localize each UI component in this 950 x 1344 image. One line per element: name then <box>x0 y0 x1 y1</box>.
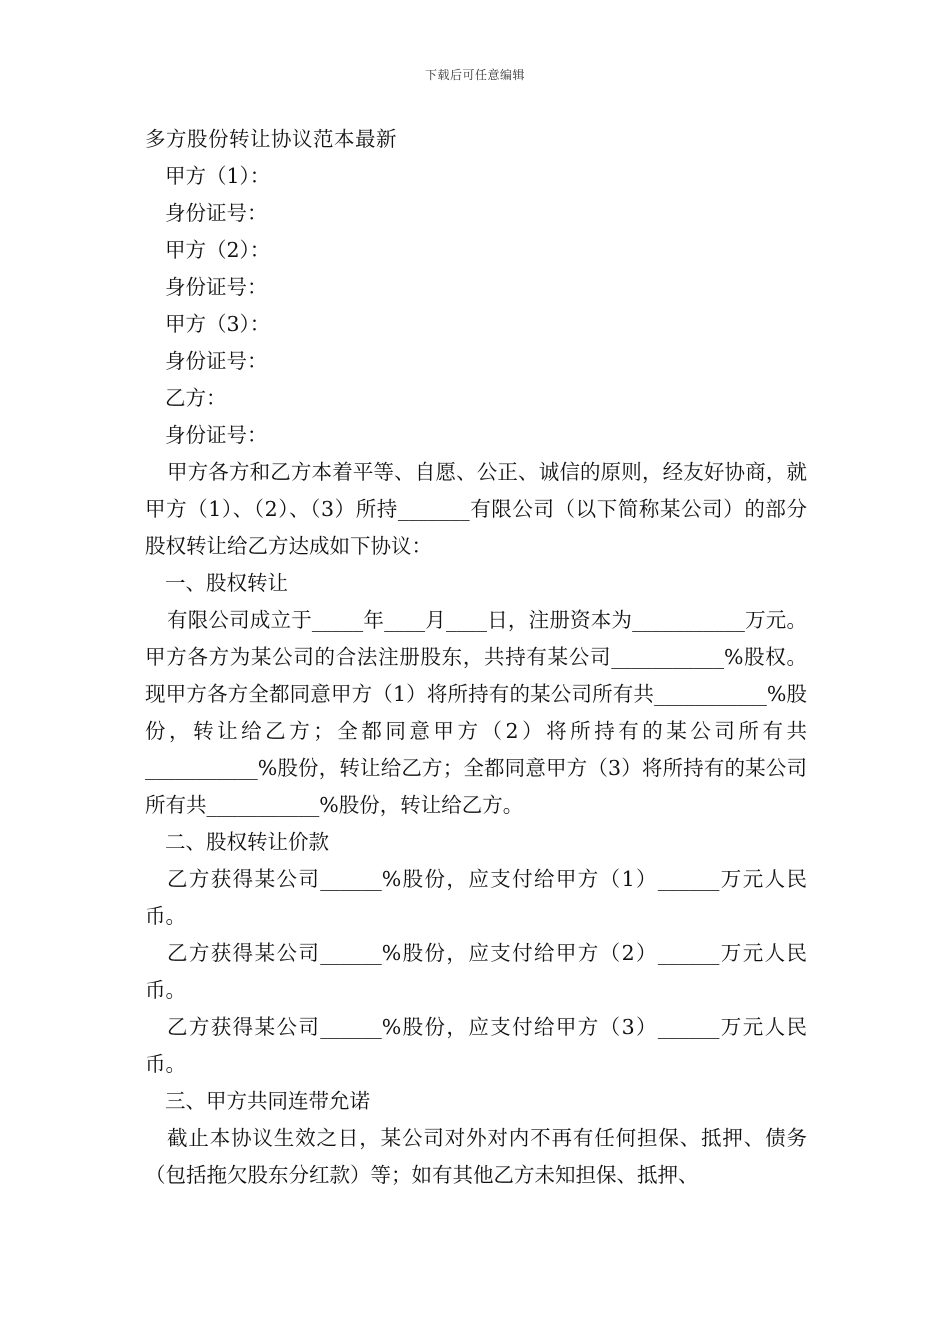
header-note: 下载后可任意编辑 <box>424 68 525 82</box>
section-1-paragraph: 有限公司成立于_____年____月____日，注册资本为___________万元。甲方各方为某公司的合法注册股东，共持有某公司___________%股权。现甲方各方全都同意甲方（1）将所持有的某公司所有共___________%股份，转让给乙方；全都同意甲方（2）将所持有的某公司所有共___________%股份，转让给乙方；全都同意甲方（3）将所持有的某公司所有共___________%股份，转让给乙方。 <box>145 608 807 817</box>
party-a3-label: 甲方（3）： <box>165 312 271 336</box>
party-a3-id-label: 身份证号： <box>165 349 268 373</box>
party-b-id-label: 身份证号： <box>165 423 268 447</box>
party-a2-id-label: 身份证号： <box>165 275 268 299</box>
intro-paragraph: 甲方各方和乙方本着平等、自愿、公正、诚信的原则，经友好协商，就甲方（1）、（2）、（3）所持_______有限公司（以下简称某公司）的部分股权转让给乙方达成如下协议： <box>145 460 807 558</box>
party-b-label: 乙方： <box>165 386 227 410</box>
section-3-heading: 三、甲方共同连带允诺 <box>165 1089 370 1113</box>
section-2-heading: 二、股权转让价款 <box>165 830 329 854</box>
section-2-item-2: 乙方获得某公司______%股份，应支付给甲方（2）______万元人民币。 <box>145 941 807 1002</box>
party-a1-id-label: 身份证号： <box>165 201 268 225</box>
section-2-item-3: 乙方获得某公司______%股份，应支付给甲方（3）______万元人民币。 <box>145 1015 807 1076</box>
party-a1-label: 甲方（1）： <box>165 164 271 188</box>
section-1-heading: 一、股权转让 <box>165 571 288 595</box>
party-a2-label: 甲方（2）： <box>165 238 271 262</box>
section-2-item-1: 乙方获得某公司______%股份，应支付给甲方（1）______万元人民币。 <box>145 867 807 928</box>
section-3-paragraph: 截止本协议生效之日，某公司对外对内不再有任何担保、抵押、债务（包括拖欠股东分红款）等；如有其他乙方未知担保、抵押、 <box>145 1126 807 1187</box>
document-body <box>145 121 807 1194</box>
document-title: 多方股份转让协议范本最新 <box>145 127 397 151</box>
